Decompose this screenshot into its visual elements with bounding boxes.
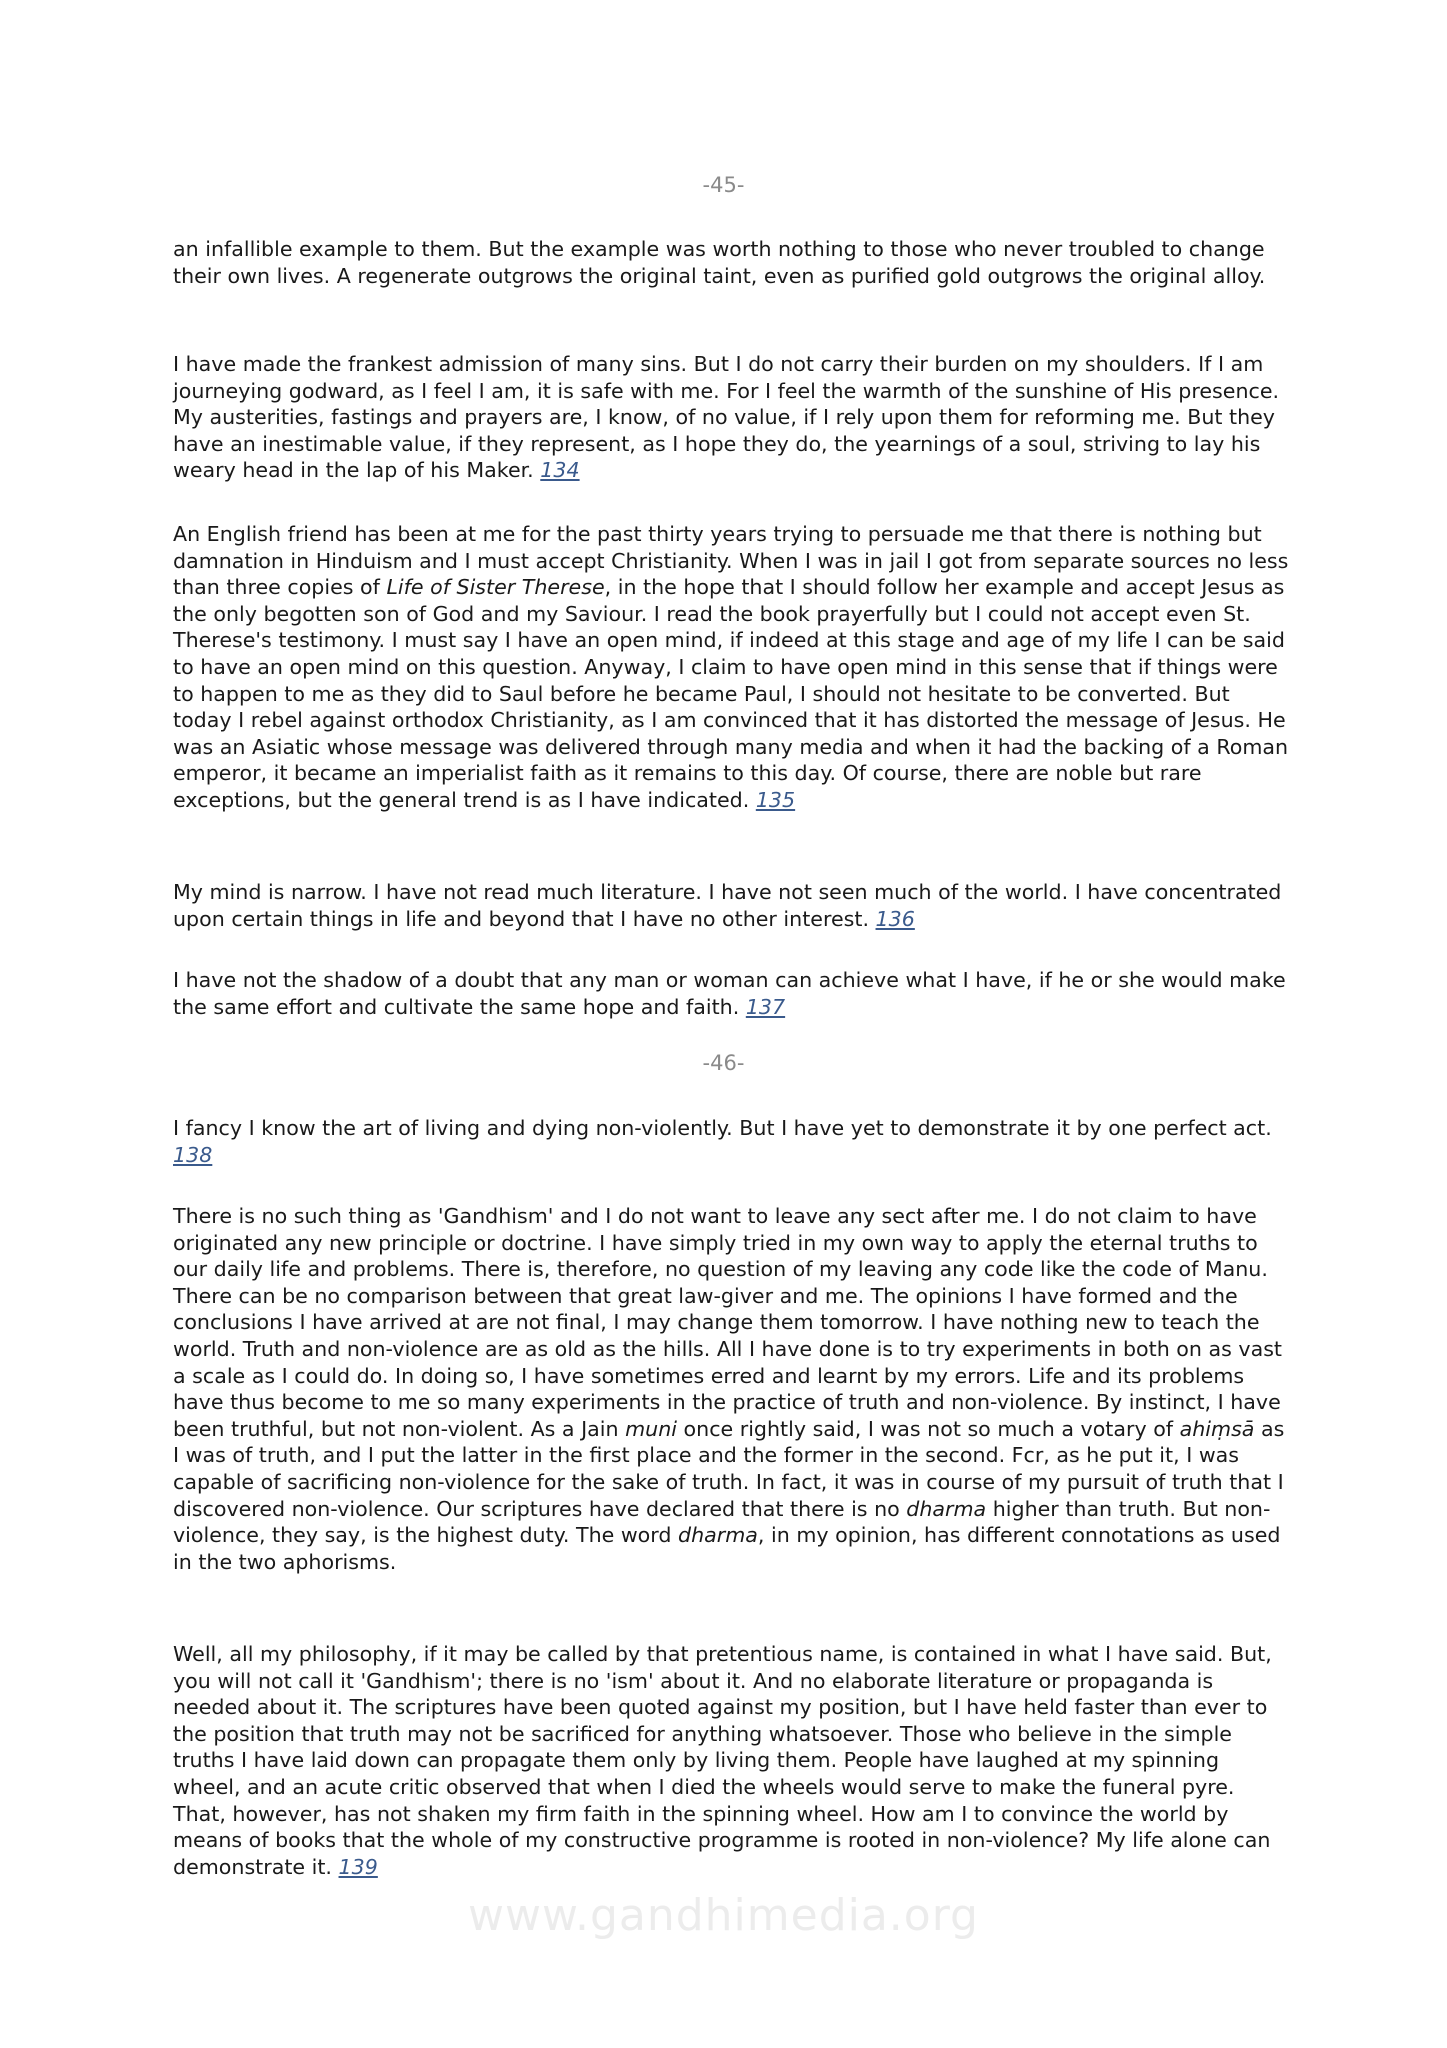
book-title: Life of Sister Therese — [386, 575, 605, 600]
paragraph-2 — [173, 351, 1293, 484]
page-number: -46- — [702, 1051, 745, 1075]
italic-term: dharma — [906, 1496, 987, 1521]
italic-term: muni — [625, 1416, 677, 1441]
paragraph-text: , in the hope that I should follow her example and accept Jesus as the only begotten son of God and my Saviour. I read the book prayerfully but I could not accept even St. Therese's testimony. I must say I have an open mind, if indeed at this stage and age of my life I can be said to have an open mind on this question. Anyway, I claim to have open mind in this sense that if things were to happen to me as they did to Saul before he became Paul, I should not hesitate to be converted. But today I rebel against orthodox Christianity, as I am convinced that it has distorted the message of Jesus. He was an Asiatic whose message was delivered through many media and when it had the backing of a Roman emperor, it became an imperialist faith as it remains to this day. Of course, there are noble but rare exceptions, but the general trend is as I have indicated. — [173, 575, 1289, 812]
paragraph-text: higher than truth. But non-violence, they say, is the highest duty. The word — [173, 1496, 1271, 1548]
footnote-link[interactable]: 139 — [338, 1854, 378, 1879]
paragraph-text: an infallible example to them. But the example was worth nothing to those who never troubled to change their own lives. A regenerate outgrows the original taint, even as purified gold outgrows the original alloy. — [173, 237, 1266, 288]
footnote-link[interactable]: 134 — [540, 458, 580, 483]
paragraph-text: as I was of truth, and I put the latter in the first place and the former in the second. Fcr, as he put it, I was capable of sacrificing non-violence for the sake of truth. In fact, it was in course of my pursuit of truth that I discovered non-violence. Our scriptures have declared that there is no — [173, 1416, 1285, 1521]
paragraph-text: once rightly said, I was not so much a votary of — [677, 1416, 1180, 1441]
italic-term: ahiṃsā — [1179, 1416, 1255, 1441]
footnote-link[interactable]: 136 — [875, 906, 915, 931]
paragraph-3 — [173, 521, 1293, 814]
footnote-link[interactable]: 138 — [173, 1142, 213, 1167]
footnote-link[interactable]: 137 — [745, 994, 786, 1019]
page-number: -45- — [702, 173, 745, 197]
paragraph-text: I have made the frankest admission of many sins. But I do not carry their burden on my shoulders. If I am journeying godward, as I feel I am, it is safe with me. For I feel the warmth of the sunshine of His presence. My austerities, fastings and prayers are, I know, of no value, if I rely upon them for reforming me. But they have an inestimable value, if they represent, as I hope they do, the yearnings of a soul, striving to lay his weary head in the lap of his Maker. — [173, 352, 1280, 483]
paragraph-7 — [173, 1203, 1293, 1575]
italic-term: dharma — [678, 1523, 758, 1548]
paragraph-4 — [173, 879, 1293, 932]
paragraph-text: My mind is narrow. I have not read much literature. I have not seen much of the world. I have concentrated upon certain things in life and beyond that I have no other interest. — [173, 880, 1282, 931]
paragraph-text: An English friend has been at me for the past thirty years trying to persuade me that there is nothing but damnation in Hinduism and I must accept Christianity. When I was in jail I got from separate sources no less than three copies of — [173, 522, 1289, 600]
paragraph-text: Well, all my philosophy, if it may be called by that pretentious name, is contained in what I have said. But, you will not call it 'Gandhism'; there is no 'ism' about it. And no elaborate literature or propaganda is needed about it. The scriptures have been quoted against my position, but I have held faster than ever to the position that truth may not be sacrificed for anything whatsoever. Those who believe in the simple truths I have laid down can propagate them only by living them. People have laughed at my spinning wheel, and an acute critic observed that when I died the wheels would serve to make the funeral pyre. That, however, has not shaken my firm faith in the spinning wheel. How am I to convince the world by means of books that the whole of my constructive programme is rooted in non-violence? My life alone can demonstrate it. — [173, 1642, 1272, 1879]
paragraph-text: I have not the shadow of a doubt that any man or woman can achieve what I have, if he or she would make the same effort and cultivate the same hope and faith. — [173, 968, 1286, 1019]
paragraph-1 — [173, 236, 1293, 289]
paragraph-6 — [173, 1115, 1293, 1168]
paragraph-5 — [173, 967, 1293, 1020]
paragraph-text: I fancy I know the art of living and dying non-violently. But I have yet to demonstrate it by one perfect act. — [173, 1116, 1272, 1140]
paragraph-text: There is no such thing as 'Gandhism' and I do not want to leave any sect after me. I do not claim to have originated any new principle or doctrine. I have simply tried in my own way to apply the eternal truths to our daily life and problems. There is, therefore, no question of my leaving any code like the code of Manu. There can be no comparison between that great law-giver and me. The opinions I have formed and the conclusions I have arrived at are not final, I may change them tomorrow. I have nothing new to teach the world. Truth and non-violence are as old as the hills. All I have done is to try experiments in both on as vast a scale as I could do. In doing so, I have sometimes erred and learnt by my errors. Life and its problems have thus become to me so many experiments in the practice of truth and non-violence. By instinct, I have been truthful, but not non-violent. As a Jain — [173, 1204, 1282, 1441]
paragraph-text: , in my opinion, has different connotations as used in the two aphorisms. — [173, 1523, 1281, 1574]
watermark: www.gandhimedia.org — [468, 1890, 979, 1941]
footnote-link[interactable]: 135 — [755, 787, 796, 812]
paragraph-8 — [173, 1641, 1293, 1880]
